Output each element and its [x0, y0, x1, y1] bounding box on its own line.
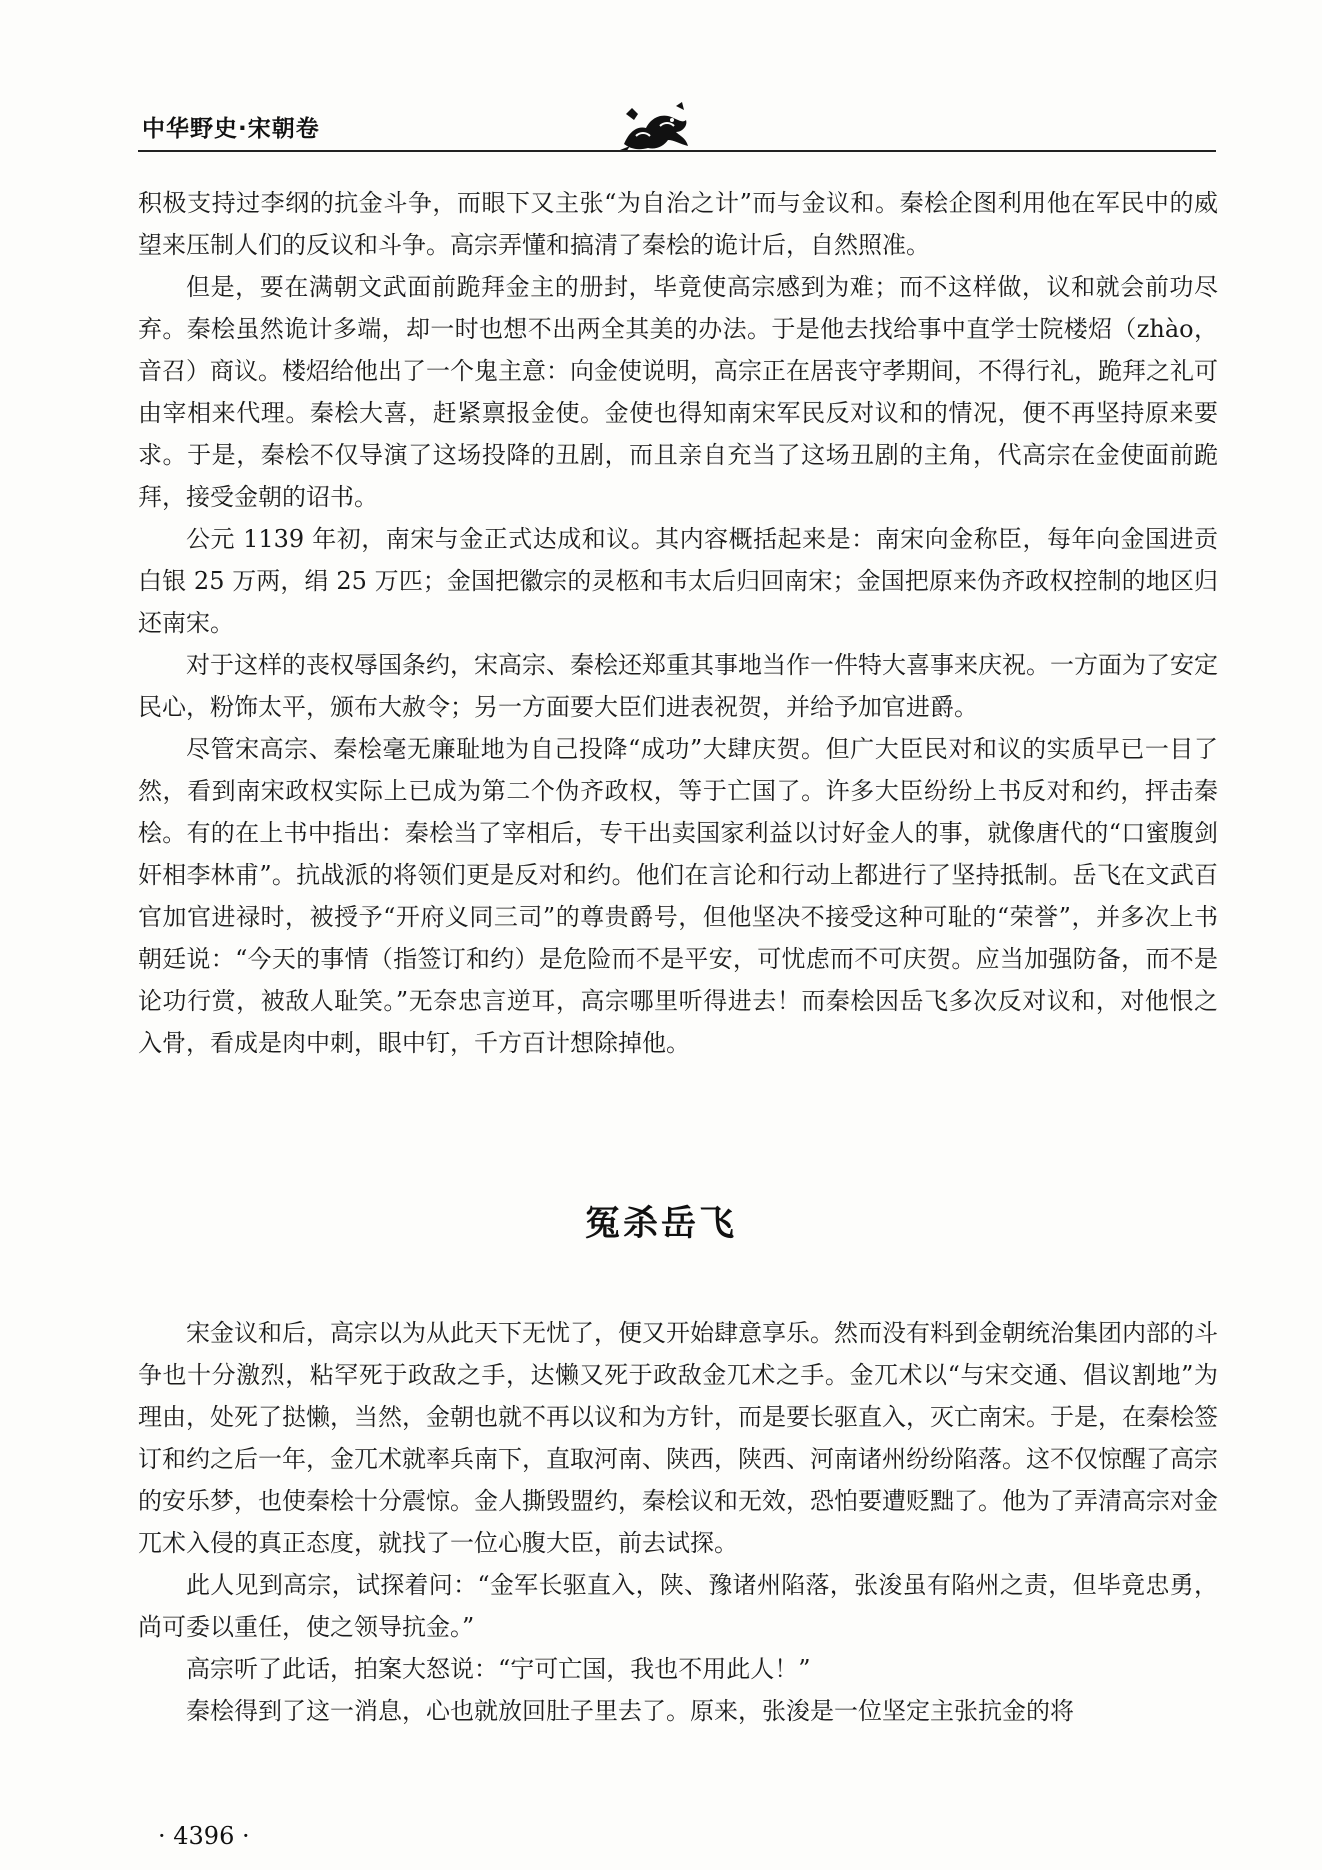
- paragraph: 秦桧得到了这一消息，心也就放回肚子里去了。原来，张浚是一位坚定主张抗金的将: [186, 1697, 1074, 1725]
- paragraph: 此人见到高宗，试探着问：“金军长驱直入，陕、豫诸州陷落，张浚虽有陷州之责，但毕竟忠勇，尚可委以重任，使之领导抗金。”: [138, 1571, 1218, 1641]
- paragraph: 对于这样的丧权辱国条约，宋高宗、秦桧还郑重其事地当作一件特大喜事来庆祝。一方面为了安定民心，粉饰太平，颁布大赦令；另一方面要大臣们进表祝贺，并给予加官进爵。: [138, 651, 1218, 721]
- paragraph: 公元 1139 年初，南宋与金正式达成和议。其内容概括起来是：南宋向金称臣，每年向金国进贡白银 25 万两，绢 25 万匹；金国把徽宗的灵柩和韦太后归回南宋；金国把原来伪齐政权控制的地区归还南宋。: [138, 525, 1218, 637]
- header-rule: [138, 150, 1216, 152]
- paragraph: 但是，要在满朝文武面前跪拜金主的册封，毕竟使高宗感到为难；而不这样做，议和就会前功尽弃。秦桧虽然诡计多端，却一时也想不出两全其美的办法。于是他去找给事中直学士院楼炤（zhào，音召）商议。楼炤给他出了一个鬼主意：向金使说明，高宗正在居丧守孝期间，不得行礼，跪拜之礼可由宰相来代理。秦桧大喜，赶紧禀报金使。金使也得知南宋军民反对议和的情况，便不再坚持原来要求。于是，秦桧不仅导演了这场投降的丑剧，而且亲自充当了这场丑剧的主角，代高宗在金使面前跪拜，接受金朝的诏书。: [138, 273, 1218, 511]
- section-heading: 冤杀岳飞: [584, 1204, 737, 1244]
- paragraph: 尽管宋高宗、秦桧毫无廉耻地为自己投降“成功”大肆庆贺。但广大臣民对和议的实质早已一目了然，看到南宋政权实际上已成为第二个伪齐政权，等于亡国了。许多大臣纷纷上书反对和约，抨击秦桧。有的在上书中指出：秦桧当了宰相后，专干出卖国家利益以讨好金人的事，就像唐代的“口蜜腹剑奸相李林甫”。抗战派的将领们更是反对和约。他们在言论和行动上都进行了坚持抵制。岳飞在文武百官加官进禄时，被授予“开府义同三司”的尊贵爵号，但他坚决不接受这种可耻的“荣誉”，并多次上书朝廷说：“今天的事情（指签订和约）是危险而不是平安，可忧虑而不可庆贺。应当加强防备，而不是论功行赏，被敌人耻笑。”无奈忠言逆耳，高宗哪里听得进去！而秦桧因岳飞多次反对议和，对他恨之入骨，看成是肉中刺，眼中钉，千方百计想除掉他。: [138, 735, 1218, 1057]
- dragon-emblem-icon: [616, 100, 694, 154]
- paragraph: 高宗听了此话，拍案大怒说：“宁可亡国，我也不用此人！”: [186, 1655, 811, 1683]
- section-2-text: [138, 1312, 1218, 1732]
- page-number: · 4396 ·: [158, 1822, 250, 1850]
- book-title: 中华野史·宋朝卷: [142, 116, 320, 142]
- section-1-text: [138, 182, 1218, 1064]
- running-header: [138, 100, 1216, 158]
- paragraph: 积极支持过李纲的抗金斗争，而眼下又主张“为自治之计”而与金议和。秦桧企图利用他在军民中的威望来压制人们的反议和斗争。高宗弄懂和搞清了秦桧的诡计后，自然照准。: [138, 189, 1218, 259]
- paragraph: 宋金议和后，高宗以为从此天下无忧了，便又开始肆意享乐。然而没有料到金朝统治集团内部的斗争也十分激烈，粘罕死于政敌之手，达懒又死于政敌金兀术之手。金兀术以“与宋交通、倡议割地”为理由，处死了挞懒，当然，金朝也就不再以议和为方针，而是要长驱直入，灭亡南宋。于是，在秦桧签订和约之后一年，金兀术就率兵南下，直取河南、陕西，陕西、河南诸州纷纷陷落。这不仅惊醒了高宗的安乐梦，也使秦桧十分震惊。金人撕毁盟约，秦桧议和无效，恐怕要遭贬黜了。他为了弄清高宗对金兀术入侵的真正态度，就找了一位心腹大臣，前去试探。: [138, 1319, 1218, 1557]
